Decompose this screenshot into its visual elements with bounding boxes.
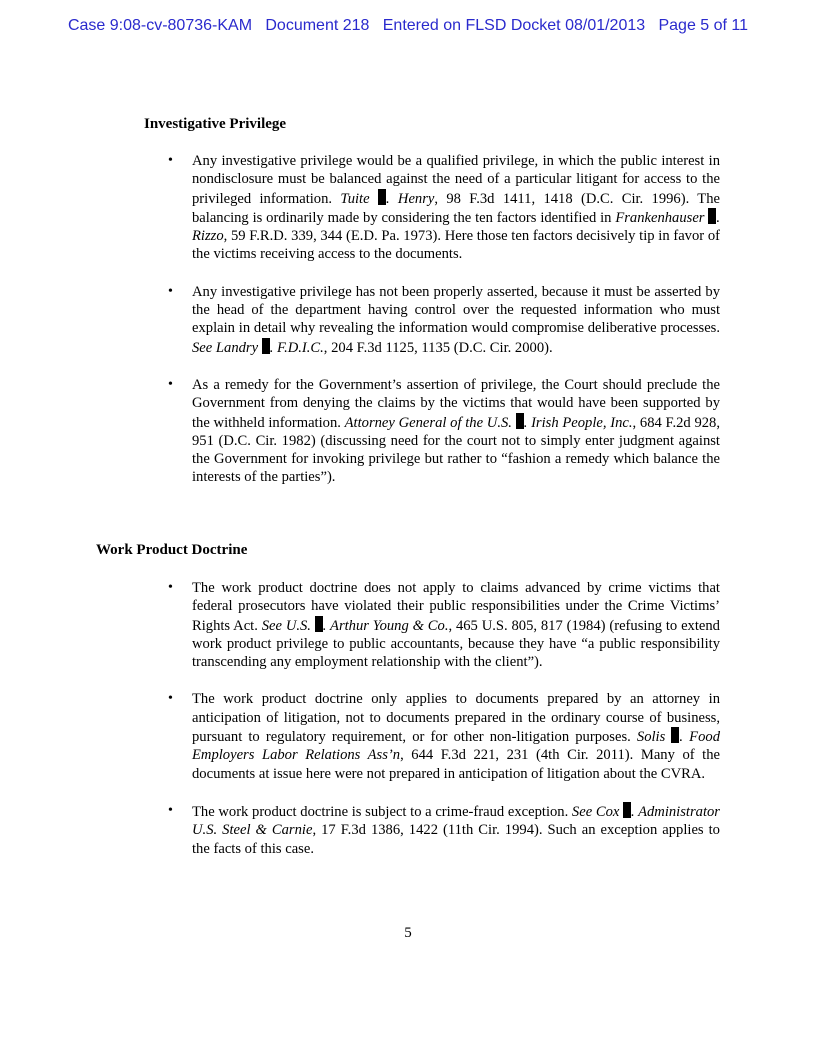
case-name: . Rizzo: [192, 209, 720, 245]
paragraph-text: , 98 F.3d 1411, 1418 (D.C. Cir. 1996). The balancing is ordinarily made by considering the ten factors identified in: [192, 190, 720, 226]
list-item: [168, 376, 720, 487]
paragraph-text: , 465 U.S. 805, 817 (1984) (refusing to extend work product privilege to public accountants, because they have “a public responsibility transcending any employment relationship with the client”).: [192, 617, 720, 671]
case-name: Frankenhauser: [615, 209, 705, 226]
case-name: See Landry: [192, 339, 259, 356]
case-name: . Arthur Young & Co.: [322, 617, 449, 634]
redaction-block: [315, 616, 323, 632]
case-name: Tuite: [340, 190, 370, 207]
section-heading-investigative-privilege: Investigative Privilege: [144, 116, 287, 132]
bullet-icon: •: [168, 283, 173, 299]
list-item: [168, 152, 720, 264]
case-name: . Administrator U.S. Steel & Carnie: [192, 803, 720, 839]
paragraph-text: As a remedy for the Government’s assertion of privilege, the Court should preclude the Government from denying the claims by the victims that would have been supported by the withheld information.: [192, 376, 720, 431]
case-name: . Food Employers Labor Relations Ass’n: [192, 729, 720, 764]
case-name: Attorney General of the U.S.: [344, 414, 512, 431]
paragraph-text: Any investigative privilege would be a qualified privilege, in which the public interest in nondisclosure must be balanced against the need of a particular litigant for access to the privileged information.: [192, 153, 720, 207]
paragraph-text: Any investigative privilege has not been properly asserted, because it must be asserted by the head of the department having control over the requested information who must explain in detail why revealing the information would compromise deliberative processes.: [192, 283, 720, 337]
bullet-icon: •: [168, 802, 173, 818]
paragraph-text: , 644 F.3d 221, 231 (4th Cir. 2011). Many of the documents at issue here were not prepared in anticipation of litigation about the CVRA.: [192, 747, 720, 782]
court-filing-header-stamp: Case 9:08-cv-80736-KAM Document 218 Entered on FLSD Docket 08/01/2013 Page 5 of 11: [67, 17, 749, 34]
redaction-block: [378, 189, 386, 205]
bullet-icon: •: [168, 691, 173, 707]
section-heading-work-product-doctrine: Work Product Doctrine: [96, 542, 248, 558]
paragraph-text: , 684 F.2d 928, 951 (D.C. Cir. 1982) (discussing need for the court not to simply enter judgment against the Government for invoking privilege but rather to “fashion a remedy which balance the interests of the parties”).: [192, 414, 720, 486]
redaction-block: [262, 338, 270, 354]
case-name: . Henry: [385, 190, 435, 207]
list-item: [168, 802, 720, 858]
paragraph-text: , 204 F.3d 1125, 1135 (D.C. Cir. 2000).: [323, 339, 553, 356]
list-item: [168, 283, 720, 357]
list-item: [168, 579, 720, 671]
case-name: . Irish People, Inc.: [523, 414, 633, 431]
bullet-icon: •: [168, 580, 173, 595]
case-name: See Cox: [571, 803, 620, 820]
bullet-icon: •: [168, 376, 173, 392]
case-name: See U.S.: [261, 617, 311, 634]
paragraph-text: The work product doctrine does not apply to claims advanced by crime victims that federal prosecutors have violated their public responsibilities under the Crime Victims’ Rights Act.: [192, 580, 720, 634]
case-name: Solis: [636, 729, 666, 746]
redaction-block: [516, 413, 524, 429]
list-item: [168, 690, 720, 782]
paragraph-text: , 59 F.R.D. 339, 344 (E.D. Pa. 1973). Here those ten factors decisively tip in favor of the victims receiving access to the documents.: [192, 228, 720, 263]
redaction-block: [623, 802, 631, 818]
paragraph-text: The work product doctrine is subject to a crime-fraud exception.: [192, 803, 572, 820]
bullet-icon: •: [168, 153, 173, 168]
page-number: 5: [404, 925, 412, 941]
case-name: . F.D.I.C.: [269, 339, 324, 356]
investigative-privilege-list: [168, 152, 720, 506]
paragraph-text: The work product doctrine only applies to documents prepared by an attorney in anticipation of litigation, not to documents prepared in the ordinary course of business, pursuant to regulatory requirement, or for other non-litigation purposes.: [192, 691, 720, 746]
work-product-doctrine-list: [168, 579, 720, 877]
paragraph-text: , 17 F.3d 1386, 1422 (11th Cir. 1994). Such an exception applies to the facts of this case.: [192, 822, 720, 857]
